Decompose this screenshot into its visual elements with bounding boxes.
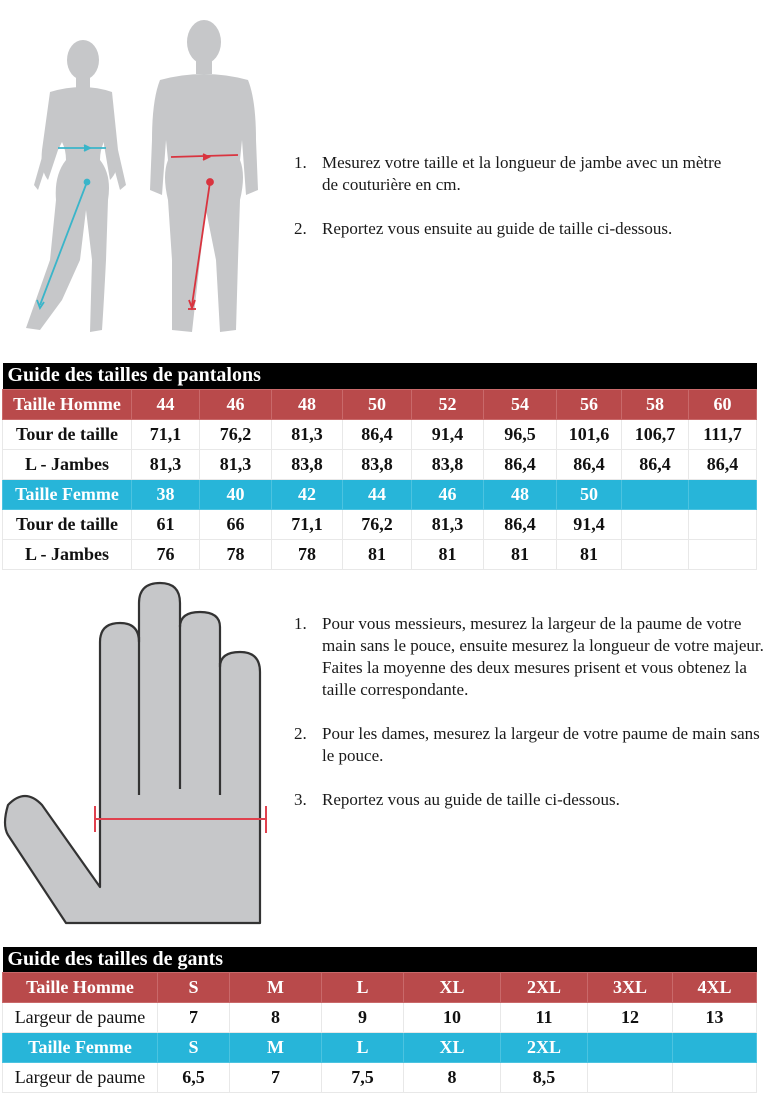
gloves-table-title-row [3,947,757,972]
value-cell: 86,4 [343,419,412,449]
size-cell: L [322,972,404,1002]
row-label: Taille Femme [3,1032,158,1062]
instruction-text: Reportez vous au guide de taille ci-dessous. [322,790,620,809]
size-cell: XL [404,972,501,1002]
size-cell: 46 [200,389,272,419]
size-cell: 46 [412,479,484,509]
value-cell: 11 [501,1002,588,1032]
pants-table-title: Guide des tailles de pantalons [3,363,757,389]
instruction-item [294,789,764,811]
size-cell: 56 [557,389,622,419]
instruction-text: Pour les dames, mesurez la largeur de votre paume de main sans le pouce. [322,724,760,765]
size-cell: 48 [484,479,557,509]
size-cell: 38 [132,479,200,509]
size-cell: 52 [412,389,484,419]
instruction-number: 3. [294,790,307,809]
glove-instructions [294,613,764,833]
women-size-header-row [3,479,757,509]
value-cell: 7 [230,1062,322,1092]
size-cell: 48 [272,389,343,419]
size-cell: 44 [132,389,200,419]
row-label: Taille Homme [3,972,158,1002]
size-cell: S [158,1032,230,1062]
size-cell: 3XL [588,972,673,1002]
instruction-text-secondary: Faites la moyenne des deux mesures prisent et vous obtenez la taille correspondante. [322,658,747,699]
men-size-header-row [3,972,757,1002]
row-label: Tour de taille [3,419,132,449]
size-cell [673,1032,757,1062]
size-cell [622,479,689,509]
instruction-text-main: Pour vous messieurs, mesurez la largeur de la paume de votre main sans le pouce, ensuite mesurez la longueur de votre majeur. [322,614,764,655]
value-cell: 71,1 [272,509,343,539]
woman-silhouette-icon [26,40,126,332]
size-cell [588,1032,673,1062]
value-cell: 71,1 [132,419,200,449]
instruction-number: 1. [294,153,307,172]
value-cell: 81 [484,539,557,569]
instruction-text: Mesurez votre taille et la longueur de jambe avec un mètre de couturière en cm. [322,153,722,194]
value-cell: 86,4 [622,449,689,479]
gloves-table-title: Guide des tailles de gants [3,947,757,972]
value-cell: 66 [200,509,272,539]
size-cell: M [230,1032,322,1062]
table-row [3,449,757,479]
value-cell: 78 [272,539,343,569]
value-cell: 9 [322,1002,404,1032]
value-cell: 86,4 [484,449,557,479]
instruction-text [322,613,764,701]
row-label: Taille Femme [3,479,132,509]
value-cell: 91,4 [412,419,484,449]
value-cell: 13 [673,1002,757,1032]
instruction-number: 2. [294,219,307,238]
size-cell: 60 [689,389,757,419]
value-cell: 111,7 [689,419,757,449]
size-cell: 40 [200,479,272,509]
gloves-size-table [2,947,757,1093]
size-cell: 2XL [501,972,588,1002]
value-cell: 81,3 [272,419,343,449]
value-cell: 6,5 [158,1062,230,1092]
value-cell: 76,2 [200,419,272,449]
row-label: Taille Homme [3,389,132,419]
row-label: L - Jambes [3,449,132,479]
size-cell [689,479,757,509]
measurement-instructions [294,152,734,262]
instruction-item [294,723,764,767]
value-cell: 12 [588,1002,673,1032]
size-cell: 58 [622,389,689,419]
table-row [3,1062,757,1092]
value-cell: 81,3 [200,449,272,479]
value-cell: 91,4 [557,509,622,539]
value-cell: 83,8 [272,449,343,479]
value-cell: 76,2 [343,509,412,539]
hand-outline-icon [5,583,260,923]
value-cell: 101,6 [557,419,622,449]
value-cell: 76 [132,539,200,569]
value-cell: 86,4 [557,449,622,479]
value-cell: 7 [158,1002,230,1032]
size-cell: 42 [272,479,343,509]
value-cell: 83,8 [343,449,412,479]
value-cell [689,539,757,569]
value-cell: 10 [404,1002,501,1032]
table-row [3,509,757,539]
value-cell: 8 [230,1002,322,1032]
body-measurement-illustration [0,0,280,350]
size-cell: XL [404,1032,501,1062]
man-silhouette-icon [150,20,258,332]
value-cell [588,1062,673,1092]
row-label: Tour de taille [3,509,132,539]
instruction-number: 1. [294,614,307,633]
value-cell: 86,4 [689,449,757,479]
value-cell: 81 [557,539,622,569]
row-label: L - Jambes [3,539,132,569]
men-size-header-row [3,389,757,419]
hand-measurement-illustration [0,575,290,935]
value-cell [673,1062,757,1092]
instruction-number: 2. [294,724,307,743]
value-cell: 106,7 [622,419,689,449]
value-cell: 78 [200,539,272,569]
row-label: Largeur de paume [3,1002,158,1032]
row-label: Largeur de paume [3,1062,158,1092]
value-cell: 8 [404,1062,501,1092]
value-cell [689,509,757,539]
table-row [3,539,757,569]
instruction-item [294,152,734,196]
value-cell: 86,4 [484,509,557,539]
table-row [3,419,757,449]
size-cell: 50 [557,479,622,509]
value-cell: 61 [132,509,200,539]
instruction-item [294,613,764,701]
women-size-header-row [3,1032,757,1062]
size-cell: 4XL [673,972,757,1002]
value-cell: 8,5 [501,1062,588,1092]
value-cell: 81 [343,539,412,569]
size-cell: 44 [343,479,412,509]
value-cell: 83,8 [412,449,484,479]
value-cell [622,509,689,539]
size-cell: 2XL [501,1032,588,1062]
size-cell: L [322,1032,404,1062]
value-cell [622,539,689,569]
value-cell: 81,3 [132,449,200,479]
size-cell: 54 [484,389,557,419]
size-cell: 50 [343,389,412,419]
value-cell: 7,5 [322,1062,404,1092]
instruction-item [294,218,734,240]
instruction-text: Reportez vous ensuite au guide de taille ci-dessous. [322,219,673,238]
value-cell: 81 [412,539,484,569]
pants-size-table [2,363,757,570]
pants-table-title-row [3,363,757,389]
value-cell: 96,5 [484,419,557,449]
table-row [3,1002,757,1032]
size-cell: S [158,972,230,1002]
size-cell: M [230,972,322,1002]
value-cell: 81,3 [412,509,484,539]
